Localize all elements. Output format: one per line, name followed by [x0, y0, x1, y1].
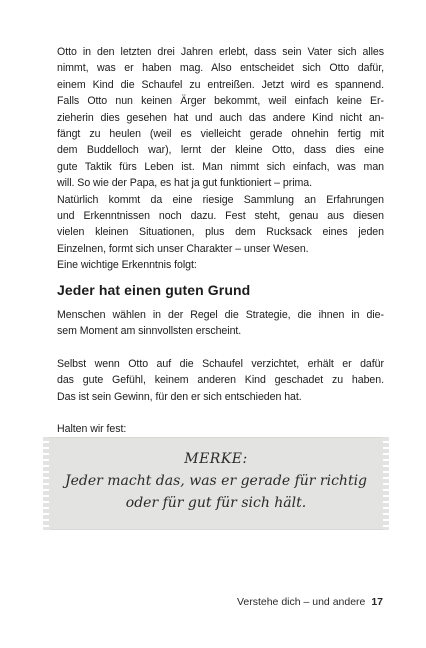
text-line: Eine wichtige Erkenntnis folgt: [57, 259, 197, 272]
text-line: Falls Otto nun keinen Ärger bekommt, weil einfach keine Er- [57, 95, 384, 108]
merke-callout [46, 437, 386, 530]
intro-paragraph [57, 44, 384, 274]
text-line: Halten wir fest: [57, 423, 127, 435]
text-line: will. So wie der Papa, es hat ja gut funktioniert – prima. [57, 177, 313, 190]
text-line: einem Kind die Schaufel zu entreißen. Jetzt wird es spannend. [57, 78, 384, 91]
text-line: das gute Gefühl, keinem anderen Kind geschadet zu haben. [57, 374, 384, 387]
text-line: fängt zu heulen (weil es vielleicht gerade ohnehin fertig mit [57, 128, 384, 141]
text-line: nimmt, was er haben mag. Also entscheidet sich Otto dafür, [57, 62, 384, 75]
text-line: Selbst wenn Otto auf die Schaufel verzichtet, erhält er dafür [57, 358, 384, 370]
section-heading: Jeder hat einen guten Grund [57, 282, 251, 298]
running-title: Verstehe dich – und andere [236, 596, 366, 608]
page-footer [237, 596, 383, 608]
text-line: sem Moment am sinnvollsten erscheint. [57, 325, 242, 338]
text-line: vielen kleinen Situationen, plus dem Rucksack eines jeden [57, 226, 384, 239]
merke-title: MERKE: [184, 451, 248, 467]
paragraph-gain [57, 356, 384, 405]
page-number: 17 [371, 596, 383, 608]
text-line: Einzelnen, formt sich unser Charakter – unser Wesen. [57, 242, 309, 255]
text-line: und Erkenntnissen noch dazu. Fest steht, genau aus diesen [57, 210, 384, 223]
merke-line: oder für gut für sich hält. [125, 495, 307, 511]
paragraph-conclusion [57, 421, 384, 437]
text-line: Natürlich kommt da eine riesige Sammlung an Erfahrungen [57, 193, 384, 206]
text-line: Menschen wählen in der Regel die Strategie, die ihnen in die- [57, 309, 384, 321]
text-line: Das ist sein Gewinn, für den er sich entschieden hat. [57, 390, 302, 403]
merke-line: Jeder macht das, was er gerade für richtig [64, 473, 368, 489]
text-line: Otto in den letzten drei Jahren erlebt, dass sein Vater sich alles [57, 46, 384, 58]
text-line: gute Taktik fürs Leben ist. Man nimmt sich einfach, was man [57, 160, 384, 173]
text-line: zieherin dies gesehen hat und auch das andere Kind nicht an- [57, 111, 384, 124]
text-line: dem Buddelloch war), lernt der kleine Otto, dass dies eine [57, 144, 384, 157]
paragraph-strategy [57, 307, 384, 340]
